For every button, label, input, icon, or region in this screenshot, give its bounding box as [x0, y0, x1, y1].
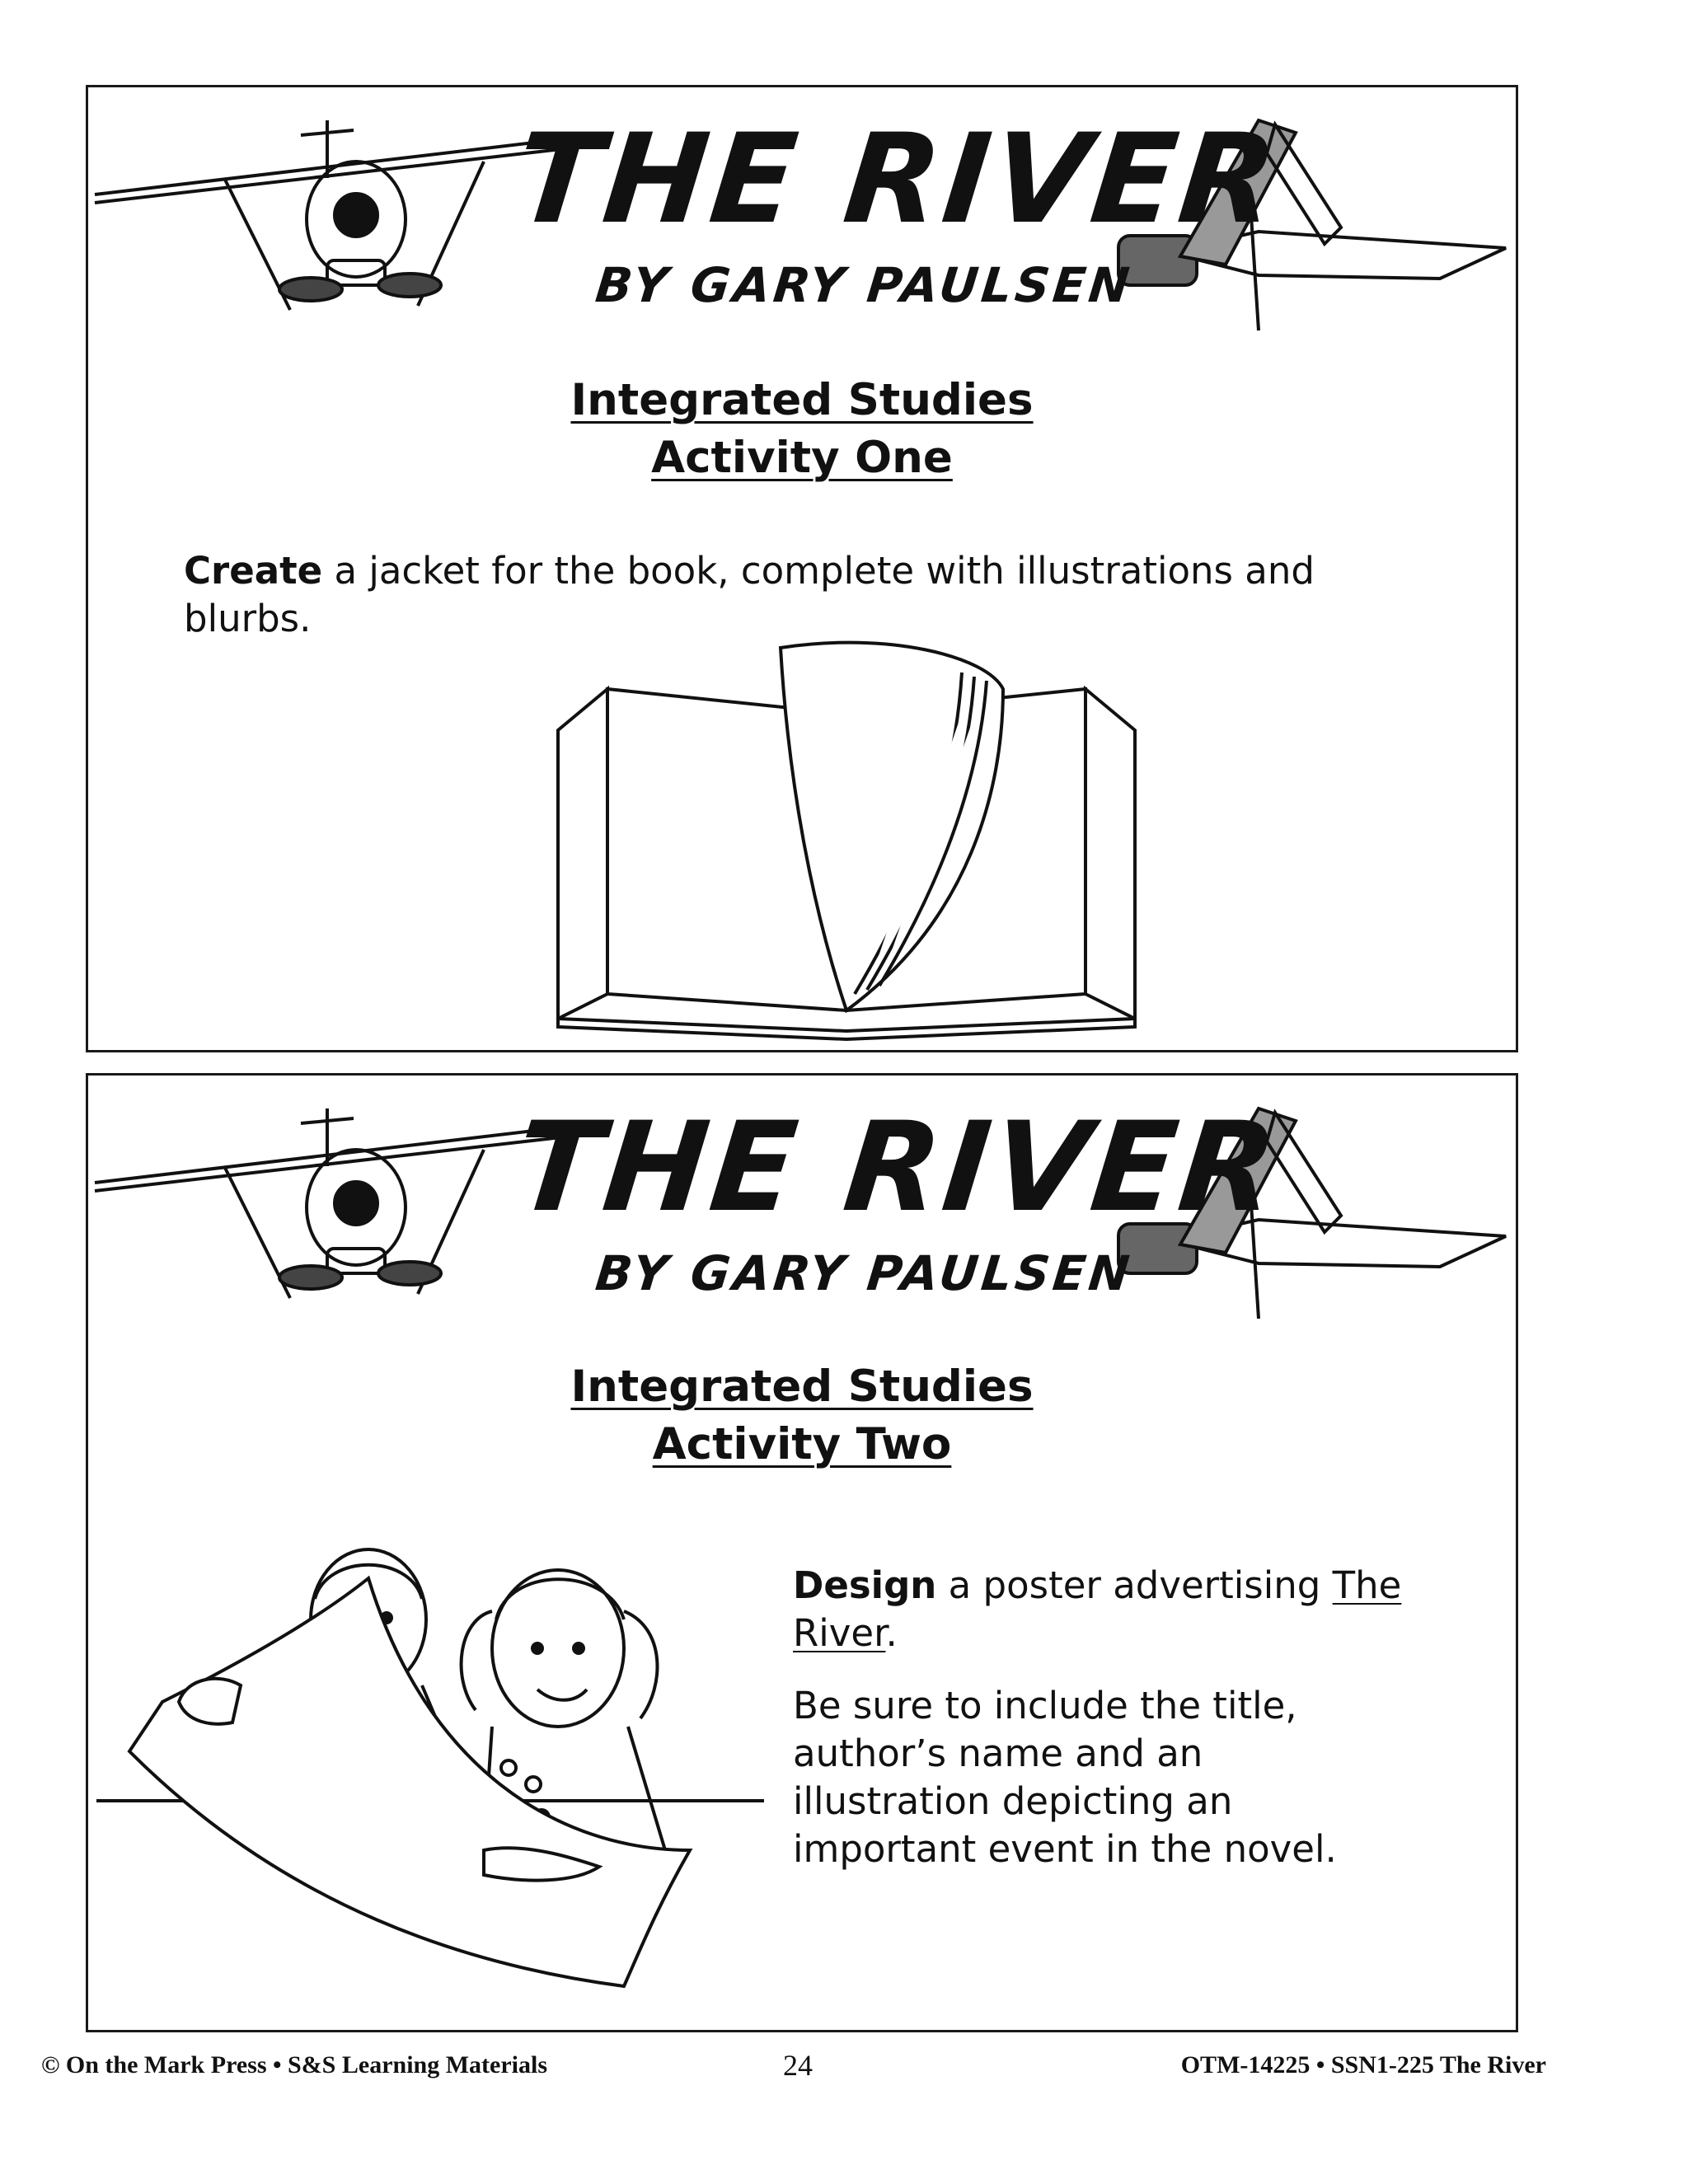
action-verb: Design — [793, 1563, 937, 1607]
activity-instructions — [793, 1562, 1419, 1657]
requirement-line: author’s name and an — [793, 1732, 1203, 1775]
action-verb: Create — [184, 549, 323, 593]
activity-heading — [88, 429, 1516, 487]
instruction-text: a poster advertising — [936, 1563, 1333, 1607]
heading-line: Integrated Studies — [570, 1361, 1034, 1412]
heading-line: Integrated Studies — [570, 375, 1034, 425]
instruction-text: . — [885, 1611, 898, 1655]
activity-title: Activity One — [651, 433, 953, 483]
requirement-line: important event in the novel. — [793, 1827, 1337, 1871]
title-banner — [88, 87, 1516, 368]
book-byline: BY GARY PAULSEN — [593, 257, 1136, 313]
requirement-line: Be sure to include the title, — [793, 1684, 1297, 1727]
airplane-icon — [95, 1108, 583, 1298]
book-title: THE RIVER — [509, 1096, 1287, 1240]
airplane-icon — [95, 120, 583, 310]
section-heading — [88, 1358, 1516, 1416]
activity-two-card — [86, 1073, 1518, 2032]
book-byline: BY GARY PAULSEN — [593, 1245, 1136, 1301]
book-title-reference: River — [793, 1611, 886, 1655]
book-title: THE RIVER — [509, 108, 1287, 251]
open-book-illustration — [542, 623, 1151, 1043]
activity-heading — [88, 1416, 1516, 1474]
product-code: OTM-14225 • SSN1-225 The River — [1180, 2051, 1546, 2079]
instruction-text: blurbs. — [184, 597, 312, 640]
section-heading — [88, 372, 1516, 429]
activity-requirements — [793, 1682, 1419, 1873]
activity-one-card — [86, 85, 1518, 1052]
book-title-reference: The — [1332, 1563, 1402, 1607]
title-banner — [88, 1076, 1516, 1356]
page-number: 24 — [783, 2049, 813, 2082]
publisher-credit: © On the Mark Press • S&S Learning Materials — [41, 2051, 547, 2079]
instruction-text: a jacket for the book, complete with illustrations and — [322, 549, 1315, 593]
activity-title: Activity Two — [652, 1419, 952, 1469]
children-poster-illustration — [96, 1521, 781, 1990]
requirement-line: illustration depicting an — [793, 1779, 1233, 1823]
